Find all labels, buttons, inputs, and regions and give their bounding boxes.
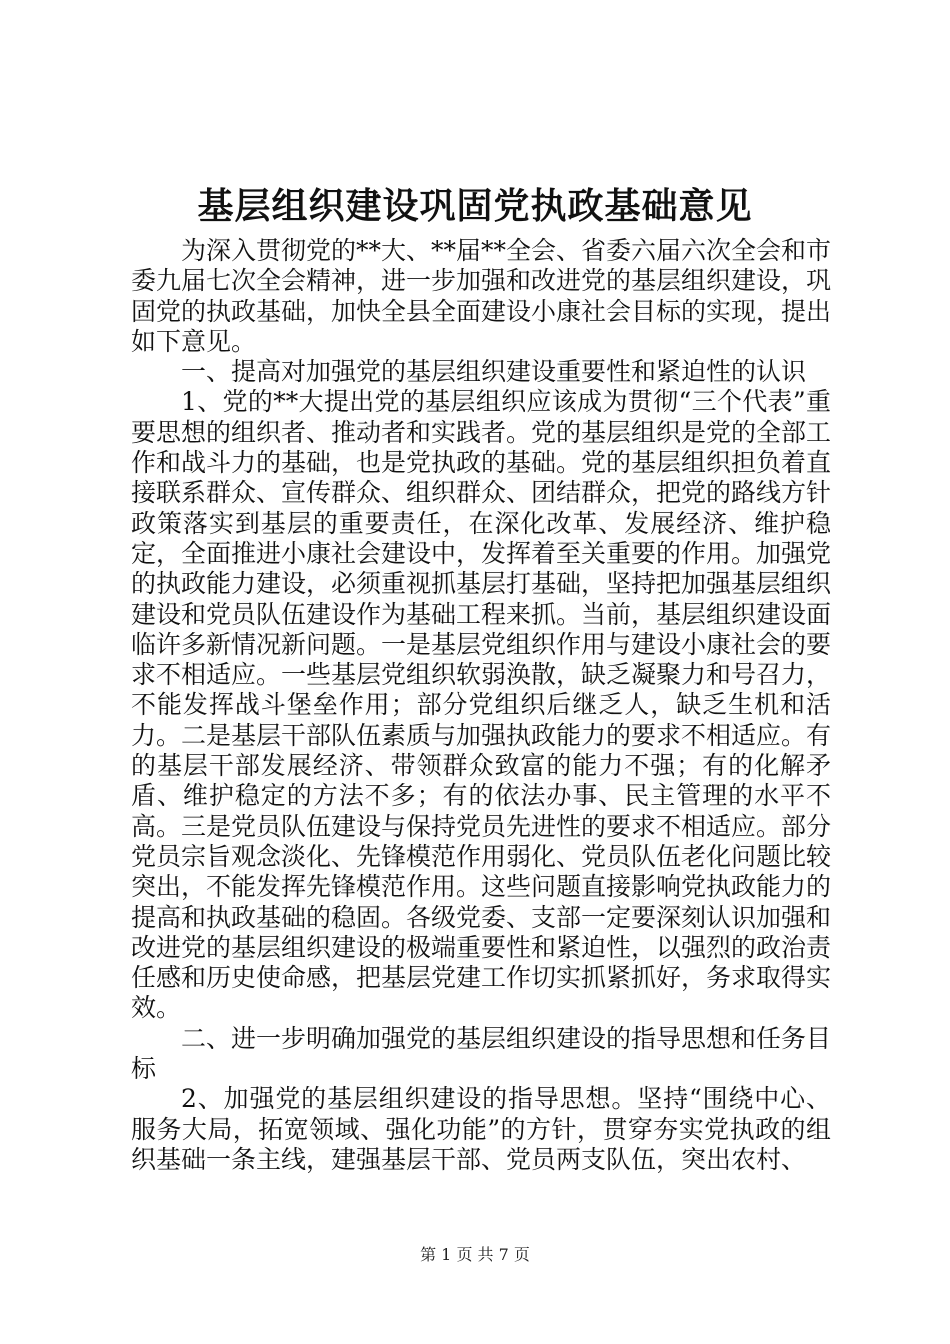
section-heading-1: 一、提高对加强党的基层组织建设重要性和紧迫性的认识: [181, 357, 807, 387]
document-body: [131, 236, 831, 1175]
page-number-footer: 第 1 页 共 7 页: [420, 1245, 530, 1264]
intro-paragraph: 为深入贯彻党的**大、**届**全会、省委六届六次全会和市委九届七次全会精神，进一步加强和改进党的基层组织建设，巩固党的执政基础，加快全县全面建设小康社会目标的实现，提出如下意见。: [131, 236, 832, 356]
body-paragraph-1: 1、党的**大提出党的基层组织应该成为贯彻“三个代表”重要思想的组织者、推动者和实践者。党的基层组织是党的全部工作和战斗力的基础，也是党执政的基础。党的基层组织担负着直接联系群众、宣传群众、组织群众、团结群众，把党的路线方针政策落实到基层的重要责任，在深化改革、发展经济、维护稳定，全面推进小康社会建设中，发挥着至关重要的作用。加强党的执政能力建设，必须重视抓基层打基础，坚持把加强基层组织建设和党员队伍建设作为基础工程来抓。当前，基层组织建设面临许多新情况新问题。一是基层党组织作用与建设小康社会的要求不相适应。一些基层党组织软弱涣散，缺乏凝聚力和号召力，不能发挥战斗堡垒作用；部分党组织后继乏人，缺乏生机和活力。二是基层干部队伍素质与加强执政能力的要求不相适应。有的基层干部发展经济、带领群众致富的能力不强；有的化解矛盾、维护稳定的方法不多；有的依法办事、民主管理的水平不高。三是党员队伍建设与保持党员先进性的要求不相适应。部分党员宗旨观念淡化、先锋模范作用弱化、党员队伍老化问题比较突出，不能发挥先锋模范作用。这些问题直接影响党执政能力的提高和执政基础的稳固。各级党委、支部一定要深刻认识加强和改进党的基层组织建设的极端重要性和紧迫性，以强烈的政治责任感和历史使命感，把基层党建工作切实抓紧抓好，务求取得实效。: [131, 387, 832, 1023]
section-heading-2: 二、进一步明确加强党的基层组织建设的指导思想和任务目标: [131, 1023, 832, 1084]
document-title: 基层组织建设巩固党执政基础意见: [197, 186, 753, 227]
body-paragraph-2: 2、加强党的基层组织建设的指导思想。坚持“围绕中心、服务大局，拓宽领域、强化功能”的方针，贯穿夯实党执政的组织基础一条主线，建强基层干部、党员两支队伍，突出农村、: [131, 1084, 831, 1174]
